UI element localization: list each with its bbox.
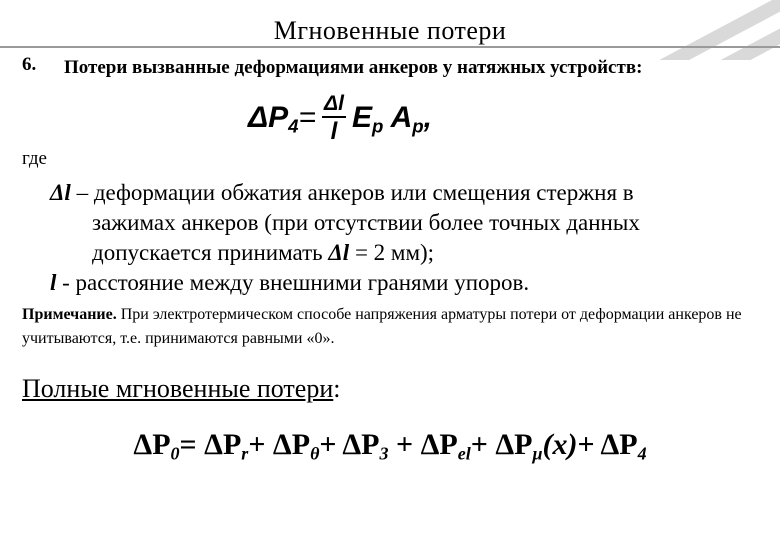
full-losses-heading: Полные мгновенные потери: bbox=[22, 374, 341, 403]
note bbox=[22, 303, 762, 351]
definition-symbol: l bbox=[50, 270, 57, 295]
slide-title: Мгновенные потери bbox=[273, 16, 507, 45]
note-label: Примечание. bbox=[22, 306, 117, 323]
item-number: 6. bbox=[22, 54, 37, 75]
title-divider bbox=[0, 46, 780, 48]
formula-fraction: $\frac{\Delta l}{l}$ bbox=[324, 92, 344, 145]
item-text: Потери вызванные деформациями анкеров у натяжных устройств: bbox=[64, 57, 643, 78]
where-label: где bbox=[22, 148, 47, 169]
note-text: При электротермическом способе напряжения арматуры потери от деформации анкеров не учитываются, т.е. принимаются равными «0». bbox=[22, 306, 742, 347]
formula-a: $A_p$ bbox=[390, 100, 424, 137]
definition-l: l - расстояние между внешними гранями упоров. bbox=[50, 270, 530, 295]
definition-delta-l: Δl – деформации обжатия анкеров или смещения стержня в зажимах анкеров (при отсутствии более точных данных допускается принимать Δl = 2 мм); bbox=[50, 180, 640, 265]
definition-symbol: Δl bbox=[50, 180, 71, 205]
total-losses-formula: $\Delta P_0= \Delta P_r+ \Delta P_\theta+ \Delta P_3 + \Delta P_{el}+ \Delta P_\mu(x)+ \Delta P_4$ bbox=[133, 428, 647, 464]
formula-e: $E_p$ bbox=[351, 100, 384, 137]
formula-lhs: $\Delta P_4$ bbox=[248, 100, 299, 137]
anchor-loss-formula: $\Delta P_4=$ $\frac{\Delta l}{l}$ $E_p$ $A_p$, bbox=[248, 92, 432, 145]
